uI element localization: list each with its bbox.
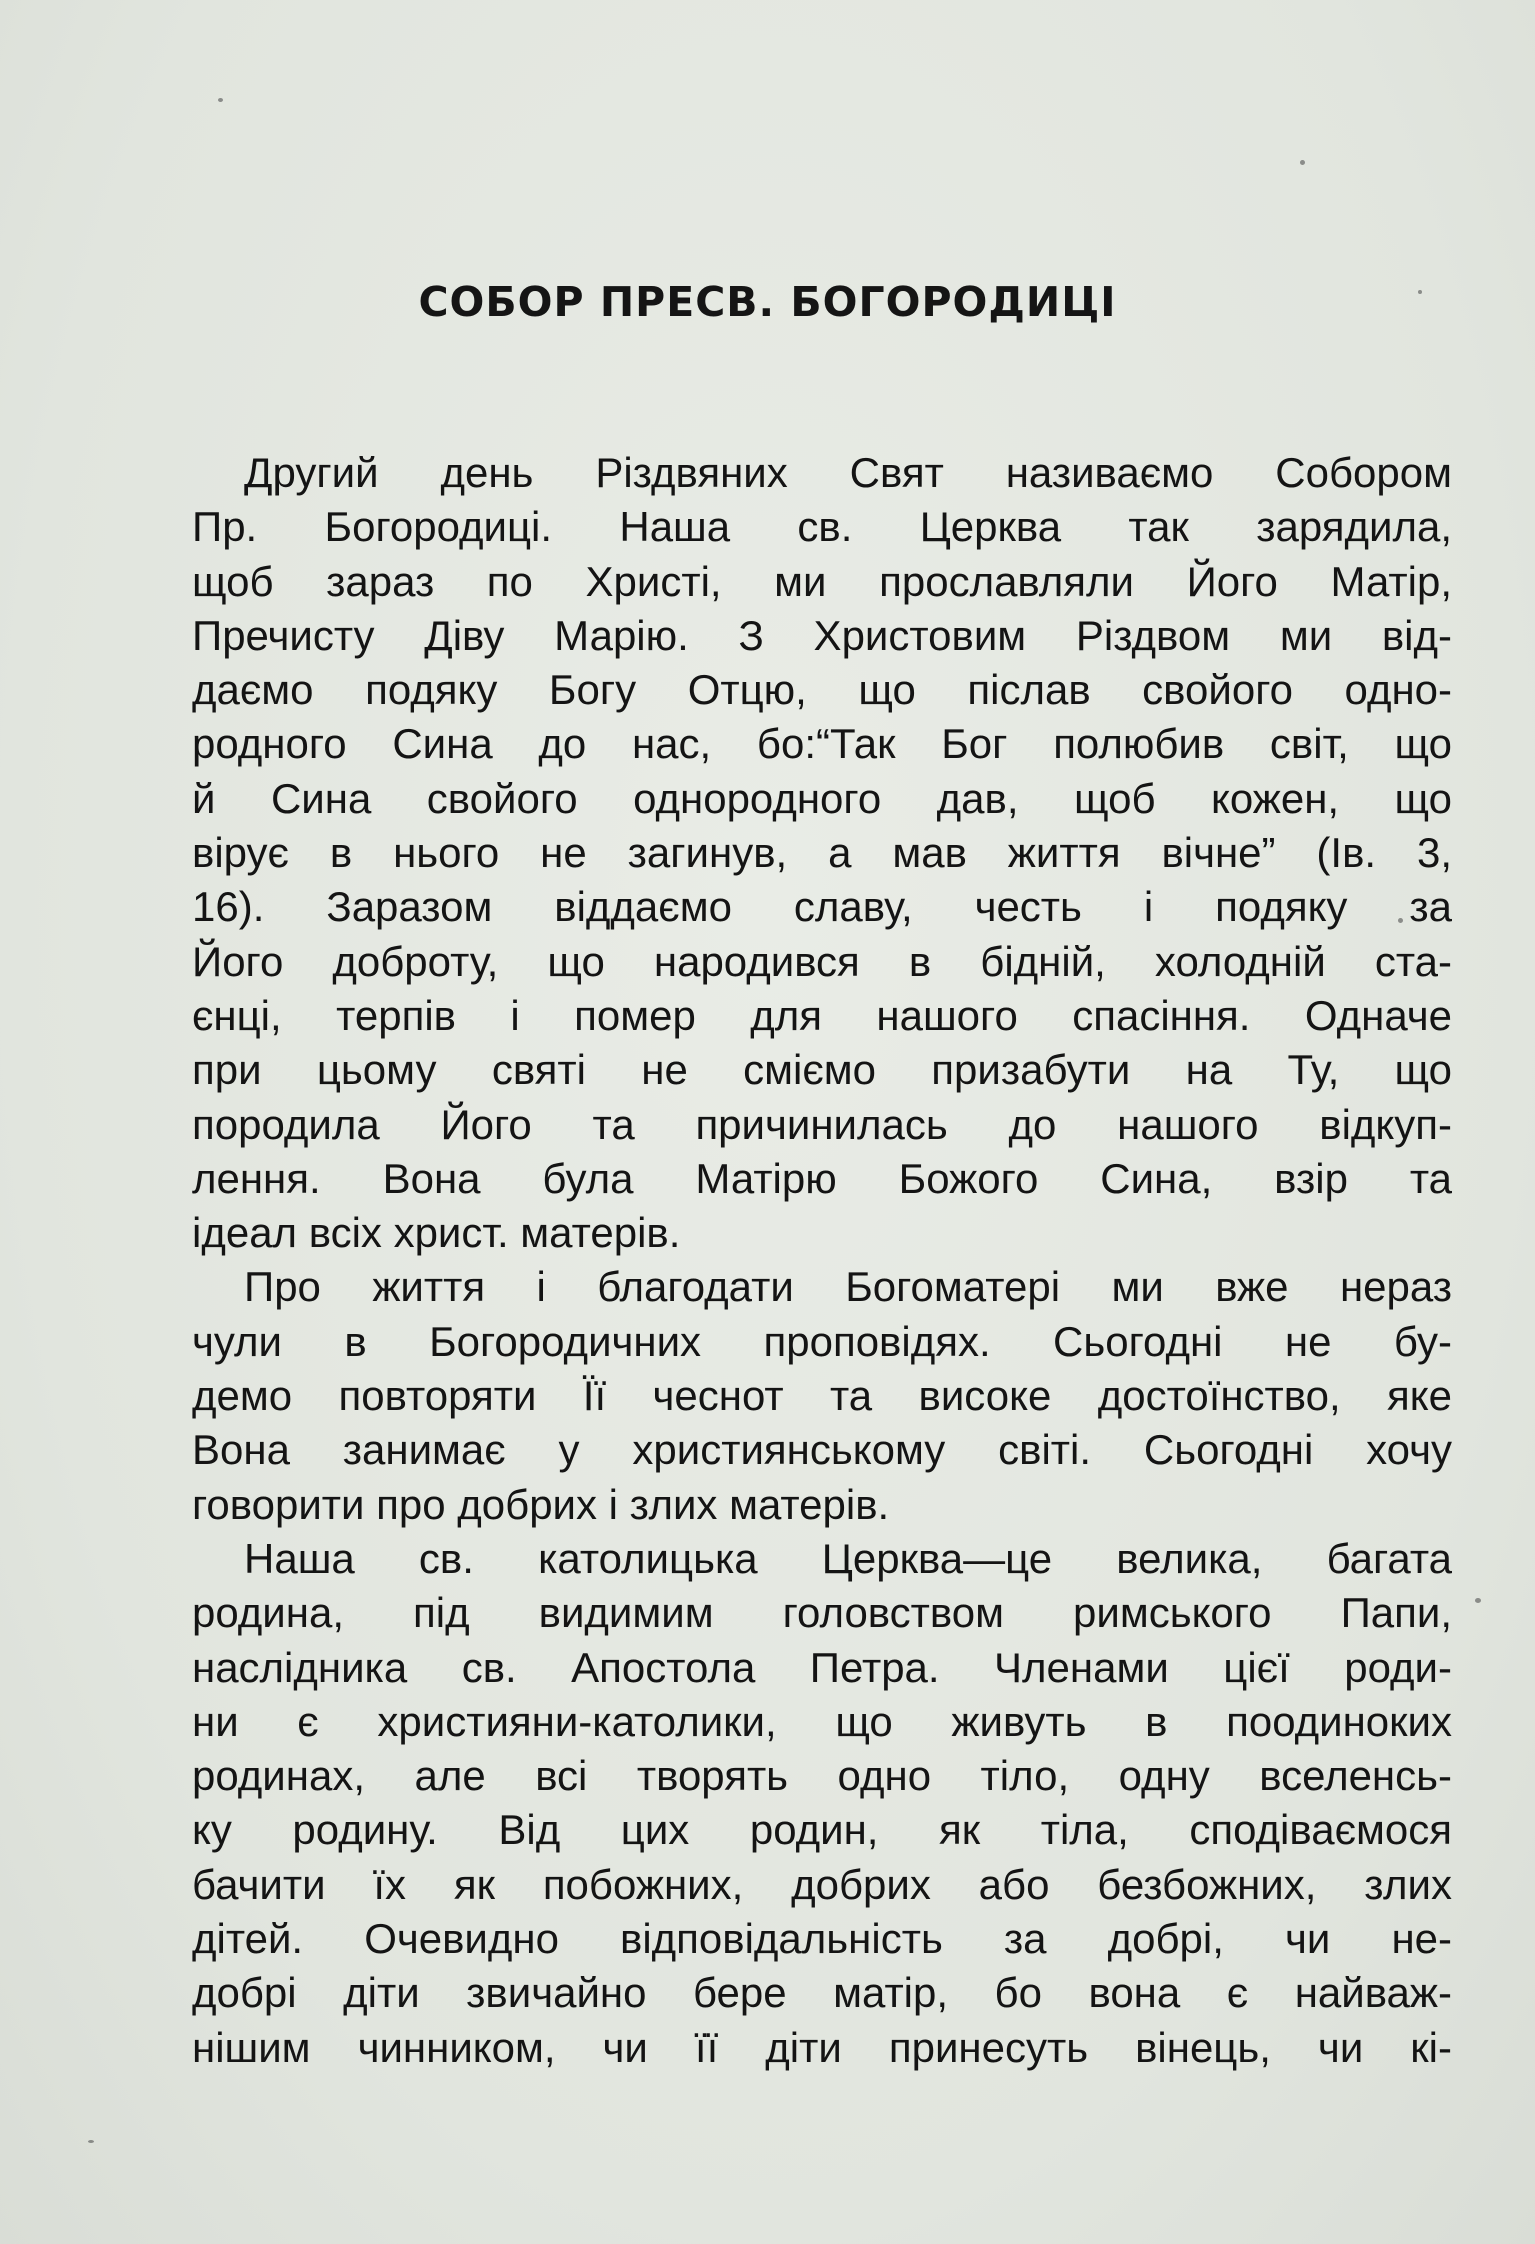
text-line: щоб зараз по Христі, ми прославляли Його Матір, xyxy=(192,557,1452,605)
text-line: родного Сина до нас, бо:“Так Бог полюбив світ, що xyxy=(192,720,1452,768)
text-line: нішим чинником, чи її діти принесуть вінець, чи кі- xyxy=(192,2023,1452,2071)
text-line: Пречисту Діву Марію. З Христовим Різдвом ми від- xyxy=(192,611,1452,659)
text-line: Другий день Різдвяних Свят називаємо Собором xyxy=(244,449,1452,496)
text-line: демо повторяти Її чеснот та високе достоїнство, яке xyxy=(192,1372,1452,1420)
text-line: Вона занимає у християнському світі. Сьогодні хочу xyxy=(192,1426,1452,1474)
text-line: дітей. Очевидно відповідальність за добрі, чи не- xyxy=(192,1915,1452,1963)
text-line: Пр. Богородиці. Наша св. Церква так зарядила, xyxy=(192,503,1452,551)
text-line: говорити про добрих і злих матерів. xyxy=(192,1480,890,1528)
text-line: бачити їх як побожних, добрих або безбожних, злих xyxy=(192,1860,1452,1908)
text-line: ідеал всіх христ. матерів. xyxy=(192,1209,681,1257)
text-line: єнці, терпів і помер для нашого спасіння. Одначе xyxy=(192,991,1452,1039)
paper-speck xyxy=(1475,1598,1481,1603)
text-line: при цьому святі не сміємо призабути на Ту, що xyxy=(192,1046,1452,1094)
text-line: даємо подяку Богу Отцю, що післав свойого одно- xyxy=(192,666,1452,714)
text-line: вірує в нього не загинув, а мав життя вічне” (Ів. 3, xyxy=(192,829,1452,877)
page-title: СОБОР ПРЕСВ. БОГОРОДИЦІ xyxy=(418,278,1117,326)
text-line: родина, під видимим головством римського Папи, xyxy=(192,1589,1452,1637)
text-line: породила Його та причинилась до нашого відкуп- xyxy=(192,1100,1452,1148)
text-line: й Сина свойого однородного дав, щоб кожен, що xyxy=(192,774,1452,822)
text-line: родинах, але всі творять одно тіло, одну вселенсь- xyxy=(192,1752,1452,1800)
text-line: ку родину. Від цих родин, як тіла, сподіваємося xyxy=(192,1806,1452,1854)
paper-speck xyxy=(88,2140,94,2143)
paper-speck xyxy=(218,98,223,102)
body-text xyxy=(192,446,1452,2075)
text-line: наслідника св. Апостола Петра. Членами цієї роди- xyxy=(192,1643,1452,1691)
text-line: Його доброту, що народився в бідній, холодній ста- xyxy=(192,937,1452,985)
text-line: лення. Вона була Матірю Божого Сина, взір та xyxy=(192,1154,1452,1202)
text-line: Про життя і благодати Богоматері ми вже нераз xyxy=(244,1263,1452,1311)
text-line: чули в Богородичних проповідях. Сьогодні не бу- xyxy=(192,1317,1452,1365)
text-line: ни є християни-католики, що живуть в поодиноких xyxy=(192,1697,1452,1745)
paper-speck xyxy=(1300,160,1305,165)
text-line: добрі діти звичайно бере матір, бо вона є найваж- xyxy=(192,1969,1452,2017)
text-line: 16). Заразом віддаємо славу, честь і подяку за xyxy=(192,883,1452,931)
text-line: Наша св. католицька Церква—це велика, багата xyxy=(244,1534,1452,1582)
